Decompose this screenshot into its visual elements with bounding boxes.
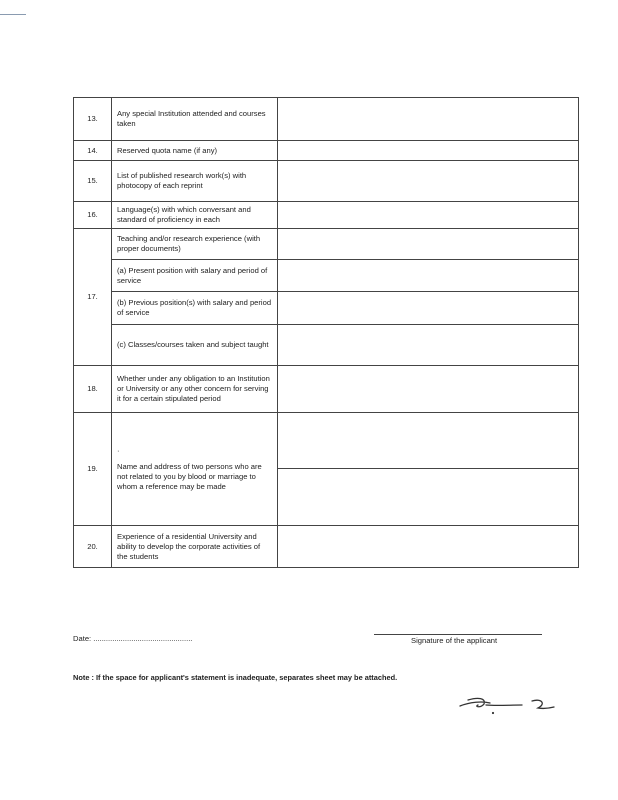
row-label: List of published research work(s) with photocopy of each reprint <box>112 161 278 202</box>
answer-cell[interactable] <box>278 98 579 141</box>
row-label: Teaching and/or research experience (with proper documents) <box>112 229 278 260</box>
handwritten-signature <box>456 693 556 717</box>
row-label: (c) Classes/courses taken and subject taught <box>112 325 278 366</box>
answer-cell[interactable] <box>278 325 579 366</box>
table-row <box>74 202 579 229</box>
row-number: 13. <box>74 98 112 141</box>
table-row <box>74 141 579 161</box>
row-label: Any special Institution attended and courses taken <box>112 98 278 141</box>
table-row <box>74 161 579 202</box>
signature-label: Signature of the applicant <box>411 636 498 645</box>
table-row <box>74 413 579 469</box>
row-label <box>112 413 278 526</box>
row-number: 19. <box>74 413 112 526</box>
table-row <box>74 229 579 260</box>
table-row <box>74 292 579 325</box>
answer-cell[interactable] <box>278 229 579 260</box>
application-form-table <box>73 97 579 568</box>
answer-cell[interactable] <box>278 141 579 161</box>
table-row <box>74 325 579 366</box>
row-label-text: Name and address of two persons who are not related to you by blood or marriage to whom a reference may be made <box>117 462 262 491</box>
table-row <box>74 98 579 141</box>
row-number: 16. <box>74 202 112 229</box>
stray-mark: · <box>117 446 120 455</box>
page-edge-mark <box>0 14 26 15</box>
row-number: 14. <box>74 141 112 161</box>
row-label: (a) Present position with salary and period of service <box>112 260 278 292</box>
answer-cell[interactable] <box>278 260 579 292</box>
table-row <box>74 526 579 568</box>
answer-cell[interactable] <box>278 161 579 202</box>
row-label: Reserved quota name (if any) <box>112 141 278 161</box>
row-label: Whether under any obligation to an Institution or University or any other concern for serving it for a certain stipulated period <box>112 366 278 413</box>
row-number: 15. <box>74 161 112 202</box>
row-number: 18. <box>74 366 112 413</box>
date-field: Date: ............................................... <box>73 634 193 643</box>
row-number: 20. <box>74 526 112 568</box>
table-row <box>74 260 579 292</box>
answer-cell[interactable] <box>278 413 579 469</box>
row-number: 17. <box>74 229 112 366</box>
answer-cell[interactable] <box>278 366 579 413</box>
answer-cell[interactable] <box>278 526 579 568</box>
row-label: (b) Previous position(s) with salary and period of service <box>112 292 278 325</box>
answer-cell[interactable] <box>278 292 579 325</box>
answer-cell[interactable] <box>278 202 579 229</box>
row-label: Language(s) with which conversant and standard of proficiency in each <box>112 202 278 229</box>
table-row <box>74 366 579 413</box>
signature-line <box>374 634 542 635</box>
note-text: Note : If the space for applicant's statement is inadequate, separates sheet may be attached. <box>73 673 398 682</box>
row-label: Experience of a residential University and ability to develop the corporate activities of the students <box>112 526 278 568</box>
answer-cell[interactable] <box>278 469 579 526</box>
